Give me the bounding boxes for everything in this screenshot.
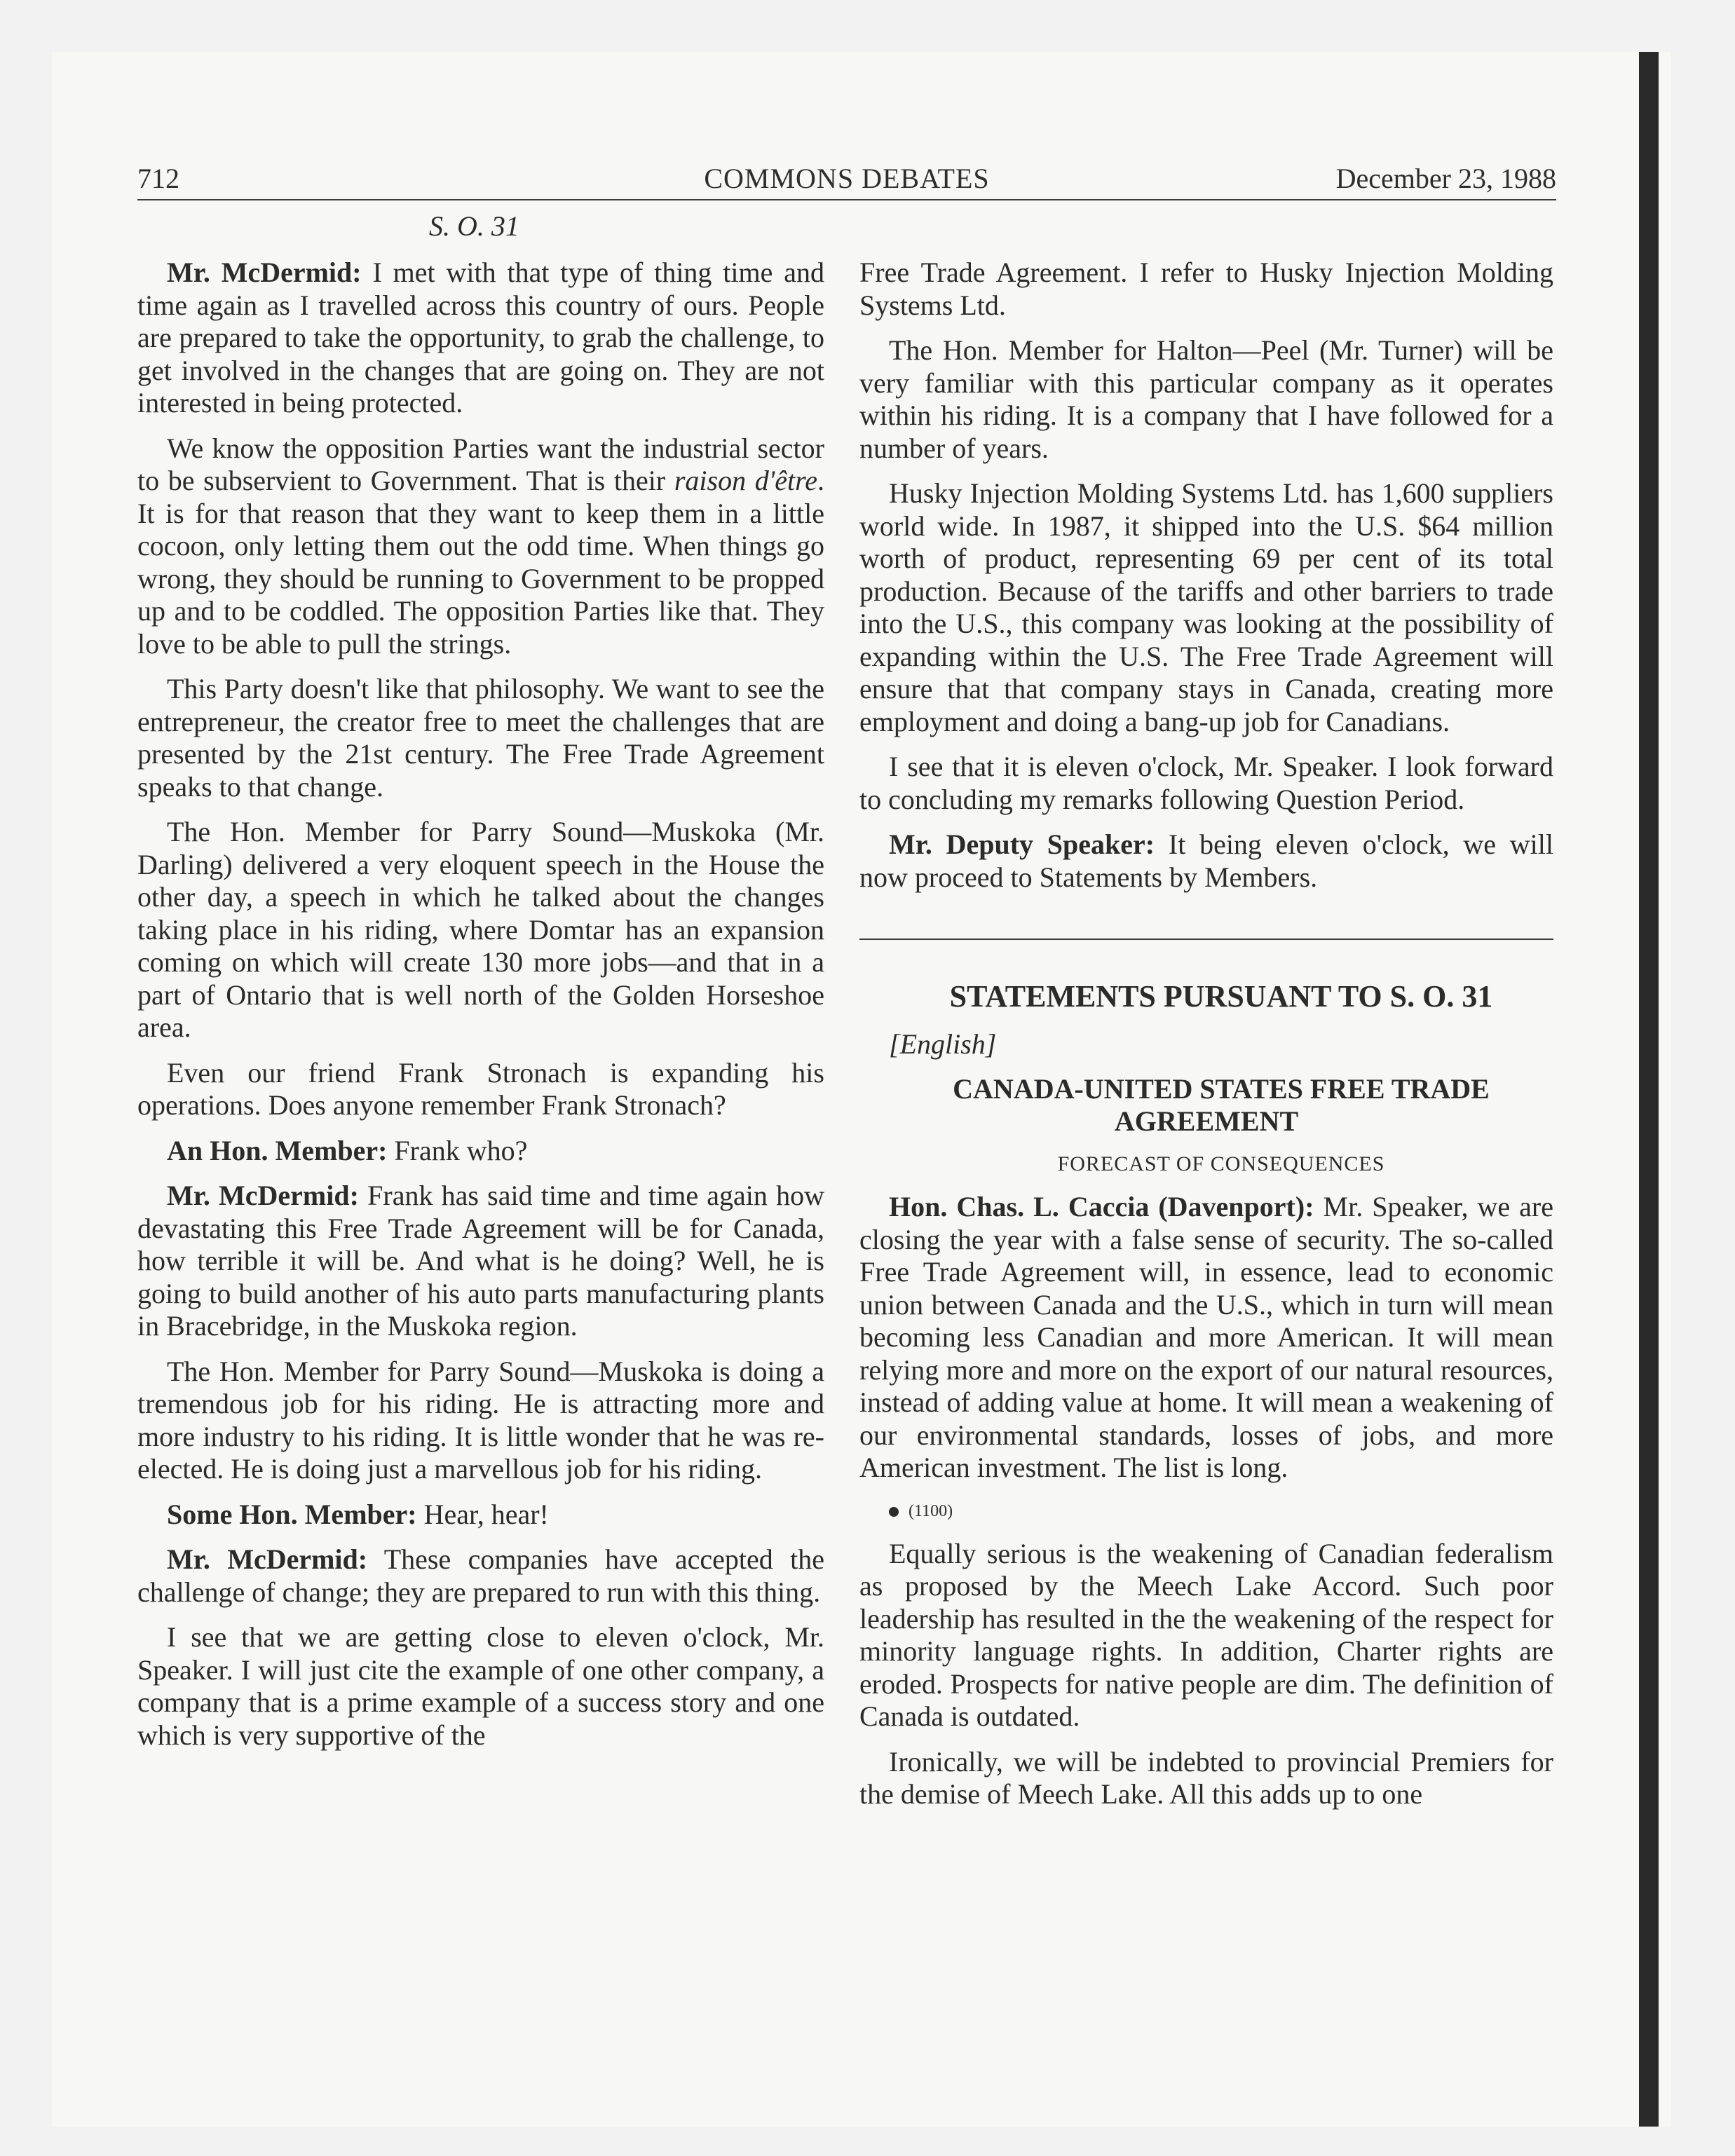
paragraph [137, 257, 824, 420]
speaker-name: Mr. Deputy Speaker: [889, 828, 1155, 860]
section-title: STATEMENTS PURSUANT TO S. O. 31 [949, 979, 1493, 1014]
paragraph: This Party doesn't like that philosophy. We want to see the entrepreneur, the creator free to meet the challenges that are presented by the 21st century. The Free Trade Agreement speaks to that change. [137, 673, 824, 803]
speech-text: Hear, hear! [416, 1498, 549, 1530]
speech-text: . It is for that reason that they want to keep them in a little cocoon, only letting them out the odd time. When things go wrong, they should be running to Government to be propped up and to be coddled. The opposition Parties like that. They love to be able to pull the strings. [137, 465, 824, 660]
paragraph [137, 1499, 824, 1531]
section-divider [859, 939, 1553, 940]
right-column [859, 257, 1553, 1824]
page-number: 712 [137, 163, 179, 194]
paragraph: The Hon. Member for Parry Sound—Muskoka is doing a tremendous job for his riding. He is attracting more and more industry to his riding. It is little wonder that he was re-elected. He is doing just a marvellous job for his riding. [137, 1355, 824, 1485]
standing-order-tag: S. O. 31 [429, 210, 519, 242]
paragraph: Even our friend Frank Stronach is expanding his operations. Does anyone remember Frank Stronach? [137, 1056, 824, 1121]
paragraph: Ironically, we will be indebted to provincial Premiers for the demise of Meech Lake. All this adds up to one [859, 1745, 1553, 1810]
publication-title: COMMONS DEBATES [704, 163, 990, 194]
language-tag: [English] [889, 1028, 997, 1060]
speaker-name: Some Hon. Member: [167, 1498, 417, 1530]
header-rule [137, 199, 1556, 200]
time-marker [859, 1497, 1553, 1525]
speaker-name: Mr. McDermid: [167, 257, 362, 288]
paragraph: The Hon. Member for Parry Sound—Muskoka (Mr. Darling) delivered a very eloquent speech in the House the other day, a speech in which he talked about the changes taking place in his riding, where Domtar has an expansion coming on which will create 130 more jobs—and that in a part of Ontario that is well north of the Golden Horseshoe area. [137, 816, 824, 1043]
bullet-icon [889, 1507, 899, 1517]
speaker-name: Mr. McDermid: [167, 1180, 359, 1211]
scan-edge-bar [1639, 52, 1659, 2127]
paragraph [137, 1543, 824, 1609]
paragraph [859, 828, 1553, 894]
paragraph: I see that we are getting close to eleven o'clock, Mr. Speaker. I will just cite the example of one other company, a company that is a prime example of a success story and one which is very supportive of the [137, 1621, 824, 1751]
speech-text: Mr. Speaker, we are closing the year with a false sense of security. The so-called Free Trade Agreement will, in essence, lead to economic union between Canada and the U.S., which in turn will mean becoming less Canadian and more American. It will mean relying more and more on the export of our natural resources, instead of adding value at home. It will mean a weakening of our environmental standards, losses of jobs, and more American investment. The list is long. [859, 1191, 1553, 1483]
paragraph: Husky Injection Molding Systems Ltd. has 1,600 suppliers world wide. In 1987, it shipped into the U.S. $64 million worth of product, representing 69 per cent of its total production. Because of the tariffs and other barriers to trade into the U.S., this company was looking at the possibility of expanding within the U.S. The Free Trade Agreement will ensure that that company stays in Canada, creating more employment and doing a bang-up job for Canadians. [859, 477, 1553, 737]
italic-phrase: raison d'être [674, 465, 817, 496]
paragraph: Free Trade Agreement. I refer to Husky Injection Molding Systems Ltd. [859, 257, 1553, 321]
speaker-name: An Hon. Member: [167, 1134, 388, 1166]
paragraph: I see that it is eleven o'clock, Mr. Speaker. I look forward to concluding my remarks following Question Period. [859, 751, 1553, 815]
subject-title: CANADA-UNITED STATES FREE TRADE AGREEMENT [953, 1073, 1490, 1137]
speech-text: We know the opposition Parties want the industrial sector to be subservient to Government. That is their [137, 432, 824, 496]
left-column [137, 257, 824, 1764]
subject-subtitle: FORECAST OF CONSEQUENCES [1057, 1152, 1385, 1175]
speaker-name: Hon. Chas. L. Caccia (Davenport): [889, 1191, 1314, 1222]
speech-text: Frank who? [387, 1134, 528, 1166]
time-marker-text: (1100) [909, 1501, 953, 1520]
speech-text: I met with that type of thing time and time again as I travelled across this country of ours. People are prepared to take the opportunity, to grab the challenge, to get involved in the changes that are going on. They are not interested in being protected. [137, 257, 824, 418]
publication-date: December 23, 1988 [1335, 163, 1556, 194]
page-header [137, 160, 1556, 198]
speech-text: Frank has said time and time again how devastating this Free Trade Agreement will be for Canada, how terrible it will be. And what is he doing? Well, he is going to build another of his auto parts manufacturing plants in Bracebridge, in the Muskoka region. [137, 1180, 824, 1342]
speaker-name: Mr. McDermid: [167, 1543, 368, 1575]
paragraph [859, 1191, 1553, 1485]
paragraph: The Hon. Member for Halton—Peel (Mr. Turner) will be very familiar with this particular company as it operates within his riding. It is a company that I have followed for a number of years. [859, 334, 1553, 464]
paragraph [137, 432, 824, 661]
speech-text: It being eleven o'clock, we will now proceed to Statements by Members. [859, 828, 1554, 893]
speech-text: These companies have accepted the challenge of change; they are prepared to run with this thing. [137, 1543, 824, 1608]
paragraph [137, 1180, 824, 1343]
paragraph [137, 1135, 824, 1168]
paragraph: Equally serious is the weakening of Canadian federalism as proposed by the Meech Lake Accord. Such poor leadership has resulted in the the weakening of the respect for minority language rights. In addition, Charter rights are eroded. Prospects for native people are dim. The definition of Canada is outdated. [859, 1537, 1553, 1732]
